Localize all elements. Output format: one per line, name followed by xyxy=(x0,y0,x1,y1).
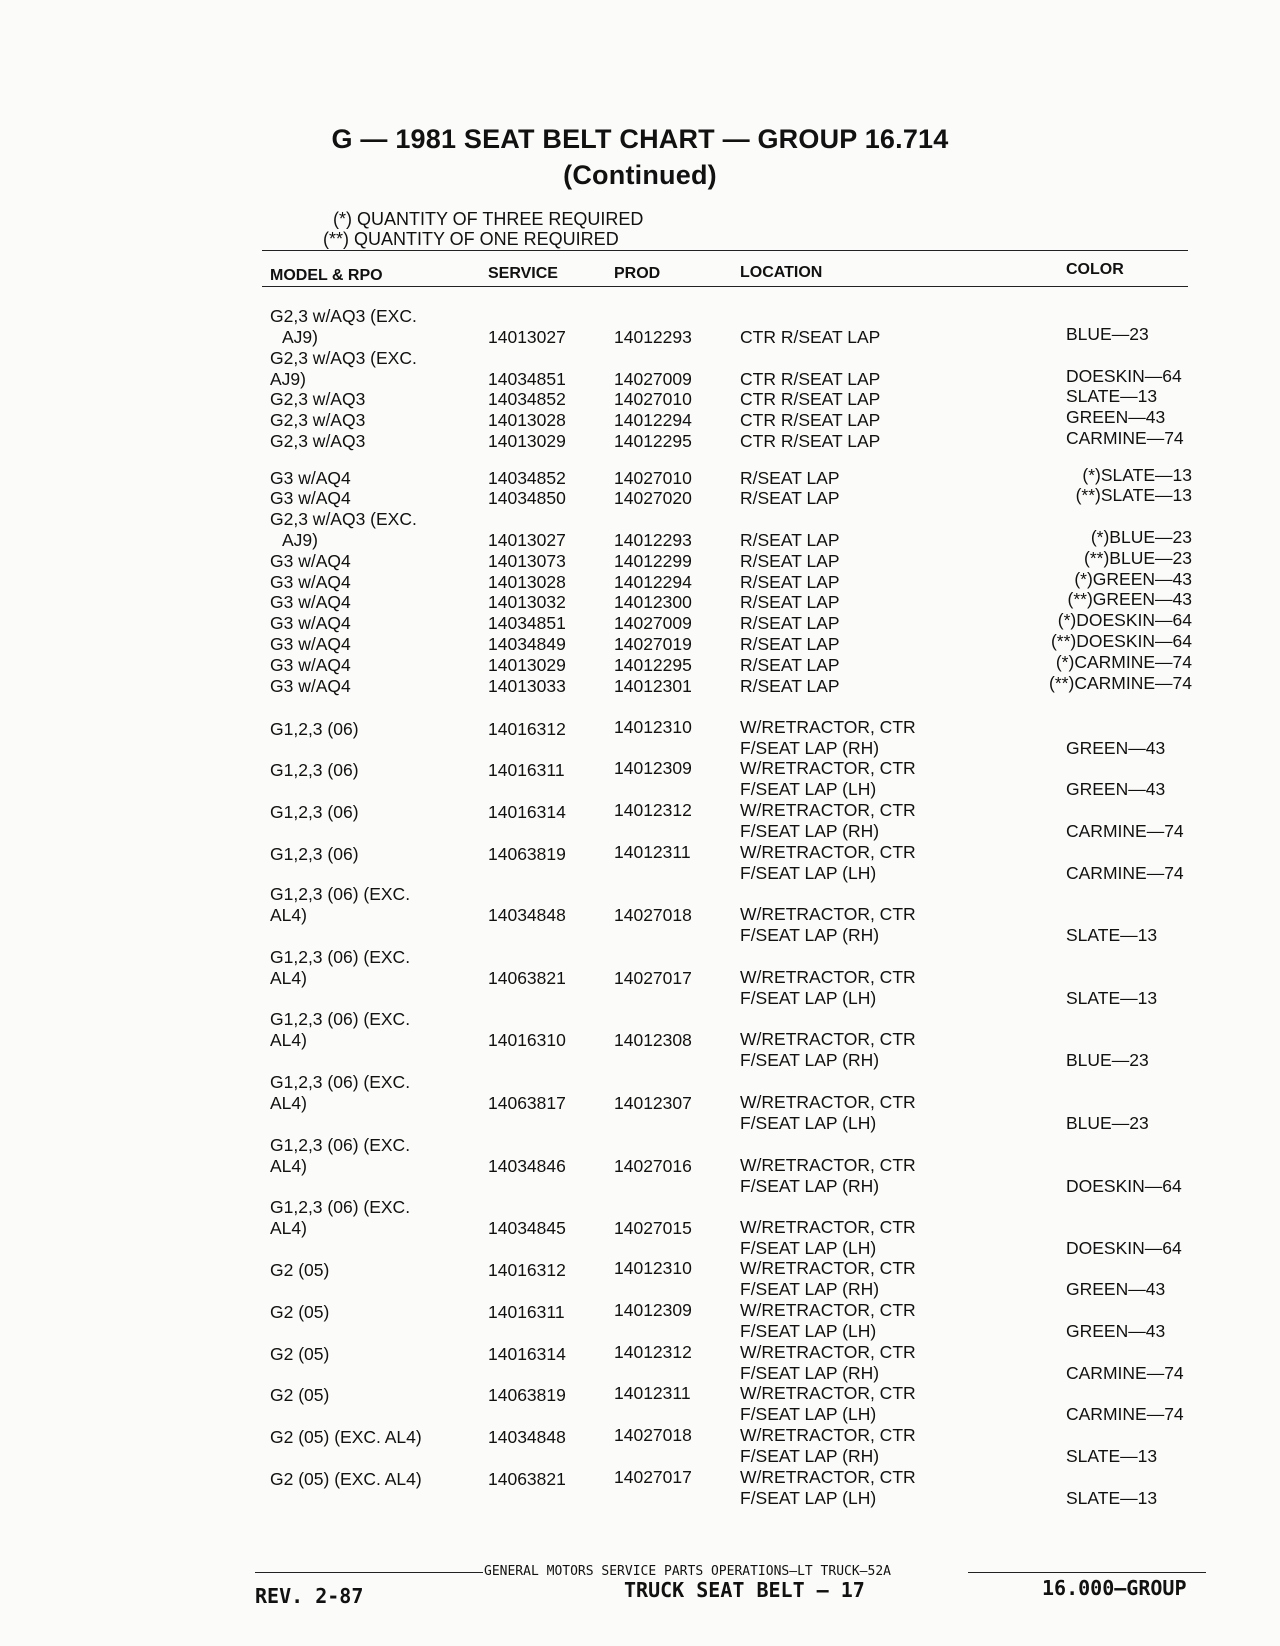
model-rpo-cell: G1,2,3 (06) xyxy=(270,844,359,864)
prod-part-cell: 14012300 xyxy=(614,592,692,612)
footer-group: 16.000—GROUP xyxy=(1042,1576,1187,1600)
service-part-cell: 14034850 xyxy=(488,488,566,508)
color-cell: GREEN—43 xyxy=(1066,738,1166,758)
color-cell: (*)BLUE—23 xyxy=(1090,527,1192,547)
color-cell: (**)CARMINE—74 xyxy=(1049,673,1192,693)
model-rpo-cell: G3 w/AQ4 xyxy=(270,572,351,592)
location-cell: F/SEAT LAP (LH) xyxy=(740,1238,877,1258)
footer-operations: GENERAL MOTORS SERVICE PARTS OPERATIONS—LT TRUCK—52A xyxy=(484,1564,891,1579)
service-part-cell: 14013029 xyxy=(488,655,566,675)
model-rpo-cell: AJ9) xyxy=(282,327,318,347)
model-rpo-cell: AJ9) xyxy=(270,369,306,389)
location-cell: W/RETRACTOR, CTR xyxy=(740,1258,916,1278)
prod-part-cell: 14027018 xyxy=(614,905,692,925)
service-part-cell: 14063817 xyxy=(488,1093,566,1113)
model-rpo-cell: G1,2,3 (06) (EXC. xyxy=(270,884,411,904)
prod-part-cell: 14012308 xyxy=(614,1030,692,1050)
location-cell: F/SEAT LAP (RH) xyxy=(740,821,880,841)
model-rpo-cell: AL4) xyxy=(270,1156,307,1176)
location-cell: CTR R/SEAT LAP xyxy=(740,410,881,430)
service-part-cell: 14013027 xyxy=(488,530,566,550)
location-cell: R/SEAT LAP xyxy=(740,655,840,675)
model-rpo-cell: G1,2,3 (06) xyxy=(270,802,359,822)
service-part-cell: 14016311 xyxy=(488,760,565,780)
location-cell: W/RETRACTOR, CTR xyxy=(740,904,916,924)
color-cell: SLATE—13 xyxy=(1066,1488,1158,1508)
location-cell: W/RETRACTOR, CTR xyxy=(740,800,916,820)
service-part-cell: 14063821 xyxy=(488,968,566,988)
model-rpo-cell: G3 w/AQ4 xyxy=(270,655,351,675)
location-cell: F/SEAT LAP (RH) xyxy=(740,1446,880,1466)
color-cell: CARMINE—74 xyxy=(1066,863,1184,883)
location-cell: F/SEAT LAP (RH) xyxy=(740,738,880,758)
color-cell: SLATE—13 xyxy=(1066,1446,1158,1466)
color-cell: CARMINE—74 xyxy=(1066,1363,1184,1383)
prod-part-cell: 14027010 xyxy=(614,468,692,488)
model-rpo-cell: G2 (05) xyxy=(270,1260,330,1280)
service-part-cell: 14016312 xyxy=(488,719,566,739)
model-rpo-cell: G2,3 w/AQ3 (EXC. xyxy=(270,509,417,529)
color-cell: BLUE—23 xyxy=(1066,1050,1149,1070)
color-cell: GREEN—43 xyxy=(1066,1279,1166,1299)
col-header-model: MODEL & RPO xyxy=(270,267,383,284)
header-rule-bottom xyxy=(262,286,1188,287)
model-rpo-cell: AJ9) xyxy=(282,530,318,550)
prod-part-cell: 14012294 xyxy=(614,410,692,430)
color-cell: SLATE—13 xyxy=(1066,386,1158,406)
color-cell: CARMINE—74 xyxy=(1066,821,1184,841)
service-part-cell: 14034845 xyxy=(488,1218,566,1238)
prod-part-cell: 14027019 xyxy=(614,634,692,654)
prod-part-cell: 14012301 xyxy=(614,676,692,696)
location-cell: F/SEAT LAP (RH) xyxy=(740,1176,880,1196)
color-cell: GREEN—43 xyxy=(1066,1321,1166,1341)
service-part-cell: 14016314 xyxy=(488,1344,566,1364)
prod-part-cell: 14027017 xyxy=(614,968,692,988)
model-rpo-cell: G3 w/AQ4 xyxy=(270,551,351,571)
location-cell: W/RETRACTOR, CTR xyxy=(740,1155,916,1175)
note-one: (**) QUANTITY OF ONE REQUIRED xyxy=(323,229,619,249)
col-header-location: LOCATION xyxy=(740,264,823,281)
prod-part-cell: 14012295 xyxy=(614,431,692,451)
color-cell: DOESKIN—64 xyxy=(1066,366,1182,386)
location-cell: F/SEAT LAP (RH) xyxy=(740,1279,880,1299)
prod-part-cell: 14012293 xyxy=(614,327,692,347)
model-rpo-cell: G3 w/AQ4 xyxy=(270,676,351,696)
color-cell: DOESKIN—64 xyxy=(1066,1238,1182,1258)
col-header-color: COLOR xyxy=(1066,261,1124,278)
footer-section: TRUCK SEAT BELT – 17 xyxy=(624,1578,865,1602)
color-cell: CARMINE—74 xyxy=(1066,428,1184,448)
location-cell: F/SEAT LAP (LH) xyxy=(740,1488,877,1508)
prod-part-cell: 14012310 xyxy=(614,717,692,737)
prod-part-cell: 14012312 xyxy=(614,1342,692,1362)
location-cell: F/SEAT LAP (LH) xyxy=(740,779,877,799)
service-part-cell: 14034851 xyxy=(488,613,566,633)
service-part-cell: 14013028 xyxy=(488,410,566,430)
prod-part-cell: 14012311 xyxy=(614,1383,691,1403)
prod-part-cell: 14027010 xyxy=(614,389,692,409)
prod-part-cell: 14012312 xyxy=(614,800,692,820)
color-cell: GREEN—43 xyxy=(1066,407,1166,427)
location-cell: CTR R/SEAT LAP xyxy=(740,389,881,409)
location-cell: CTR R/SEAT LAP xyxy=(740,431,881,451)
model-rpo-cell: G2 (05) xyxy=(270,1302,330,1322)
location-cell: W/RETRACTOR, CTR xyxy=(740,1342,916,1362)
prod-part-cell: 14027016 xyxy=(614,1156,692,1176)
location-cell: W/RETRACTOR, CTR xyxy=(740,842,916,862)
location-cell: W/RETRACTOR, CTR xyxy=(740,1383,916,1403)
service-part-cell: 14013033 xyxy=(488,676,566,696)
service-part-cell: 14034849 xyxy=(488,634,566,654)
prod-part-cell: 14012309 xyxy=(614,1300,692,1320)
location-cell: R/SEAT LAP xyxy=(740,488,840,508)
model-rpo-cell: G2,3 w/AQ3 xyxy=(270,410,366,430)
service-part-cell: 14034852 xyxy=(488,468,566,488)
color-cell: (*)CARMINE—74 xyxy=(1055,652,1192,672)
location-cell: R/SEAT LAP xyxy=(740,530,840,550)
color-cell: SLATE—13 xyxy=(1066,988,1158,1008)
model-rpo-cell: G2,3 w/AQ3 (EXC. xyxy=(270,348,417,368)
location-cell: W/RETRACTOR, CTR xyxy=(740,1029,916,1049)
location-cell: W/RETRACTOR, CTR xyxy=(740,967,916,987)
model-rpo-cell: G1,2,3 (06) (EXC. xyxy=(270,1197,411,1217)
prod-part-cell: 14027018 xyxy=(614,1425,692,1445)
model-rpo-cell: G1,2,3 (06) xyxy=(270,719,359,739)
prod-part-cell: 14027015 xyxy=(614,1218,692,1238)
service-part-cell: 14016311 xyxy=(488,1302,565,1322)
model-rpo-cell: G3 w/AQ4 xyxy=(270,613,351,633)
model-rpo-cell: AL4) xyxy=(270,1030,307,1050)
color-cell: DOESKIN—64 xyxy=(1066,1176,1182,1196)
color-cell: (*)SLATE—13 xyxy=(1082,465,1192,485)
location-cell: CTR R/SEAT LAP xyxy=(740,369,881,389)
location-cell: F/SEAT LAP (RH) xyxy=(740,925,880,945)
service-part-cell: 14063819 xyxy=(488,844,566,864)
model-rpo-cell: G2,3 w/AQ3 xyxy=(270,389,366,409)
model-rpo-cell: G2,3 w/AQ3 xyxy=(270,431,366,451)
location-cell: F/SEAT LAP (LH) xyxy=(740,863,877,883)
prod-part-cell: 14012311 xyxy=(614,842,691,862)
color-cell: (**)GREEN—43 xyxy=(1067,589,1192,609)
service-part-cell: 14013027 xyxy=(488,327,566,347)
location-cell: R/SEAT LAP xyxy=(740,551,840,571)
color-cell: (*)DOESKIN—64 xyxy=(1057,610,1192,630)
note-three: (*) QUANTITY OF THREE REQUIRED xyxy=(333,209,644,229)
location-cell: W/RETRACTOR, CTR xyxy=(740,1300,916,1320)
model-rpo-cell: G3 w/AQ4 xyxy=(270,488,351,508)
model-rpo-cell: G1,2,3 (06) (EXC. xyxy=(270,1135,411,1155)
service-part-cell: 14013029 xyxy=(488,431,566,451)
model-rpo-cell: G1,2,3 (06) (EXC. xyxy=(270,947,411,967)
location-cell: W/RETRACTOR, CTR xyxy=(740,1467,916,1487)
location-cell: W/RETRACTOR, CTR xyxy=(740,758,916,778)
model-rpo-cell: G2,3 w/AQ3 (EXC. xyxy=(270,306,417,326)
col-header-prod: PROD xyxy=(614,265,661,282)
location-cell: R/SEAT LAP xyxy=(740,572,840,592)
prod-part-cell: 14027009 xyxy=(614,613,692,633)
model-rpo-cell: G3 w/AQ4 xyxy=(270,468,351,488)
prod-part-cell: 14012307 xyxy=(614,1093,692,1113)
location-cell: R/SEAT LAP xyxy=(740,592,840,612)
page-title: G — 1981 SEAT BELT CHART — GROUP 16.714 xyxy=(331,124,949,154)
color-cell: BLUE—23 xyxy=(1066,1113,1149,1133)
service-part-cell: 14016314 xyxy=(488,802,566,822)
model-rpo-cell: G2 (05) (EXC. AL4) xyxy=(270,1427,422,1447)
model-rpo-cell: AL4) xyxy=(270,905,307,925)
model-rpo-cell: G1,2,3 (06) (EXC. xyxy=(270,1072,411,1092)
model-rpo-cell: G2 (05) (EXC. AL4) xyxy=(270,1469,422,1489)
model-rpo-cell: AL4) xyxy=(270,1093,307,1113)
service-part-cell: 14063821 xyxy=(488,1469,566,1489)
prod-part-cell: 14012310 xyxy=(614,1258,692,1278)
color-cell: (**)BLUE—23 xyxy=(1084,548,1192,568)
service-part-cell: 14034848 xyxy=(488,1427,566,1447)
prod-part-cell: 14027017 xyxy=(614,1467,692,1487)
footer-rule-left xyxy=(255,1572,483,1573)
location-cell: F/SEAT LAP (RH) xyxy=(740,1363,880,1383)
location-cell: F/SEAT LAP (RH) xyxy=(740,1050,880,1070)
service-part-cell: 14013028 xyxy=(488,572,566,592)
color-cell: GREEN—43 xyxy=(1066,779,1166,799)
location-cell: W/RETRACTOR, CTR xyxy=(740,1092,916,1112)
service-part-cell: 14063819 xyxy=(488,1385,566,1405)
color-cell: CARMINE—74 xyxy=(1066,1404,1184,1424)
service-part-cell: 14034852 xyxy=(488,389,566,409)
model-rpo-cell: G3 w/AQ4 xyxy=(270,592,351,612)
location-cell: W/RETRACTOR, CTR xyxy=(740,717,916,737)
model-rpo-cell: AL4) xyxy=(270,1218,307,1238)
prod-part-cell: 14012309 xyxy=(614,758,692,778)
footer-revision: REV. 2-87 xyxy=(255,1584,364,1608)
model-rpo-cell: G2 (05) xyxy=(270,1344,330,1364)
model-rpo-cell: G1,2,3 (06) xyxy=(270,760,359,780)
model-rpo-cell: G3 w/AQ4 xyxy=(270,634,351,654)
prod-part-cell: 14012295 xyxy=(614,655,692,675)
prod-part-cell: 14012293 xyxy=(614,530,692,550)
location-cell: W/RETRACTOR, CTR xyxy=(740,1425,916,1445)
col-header-service: SERVICE xyxy=(488,265,558,282)
service-part-cell: 14034848 xyxy=(488,905,566,925)
service-part-cell: 14034846 xyxy=(488,1156,566,1176)
prod-part-cell: 14012299 xyxy=(614,551,692,571)
location-cell: F/SEAT LAP (LH) xyxy=(740,988,877,1008)
service-part-cell: 14013032 xyxy=(488,592,566,612)
location-cell: CTR R/SEAT LAP xyxy=(740,327,881,347)
color-cell: (**)DOESKIN—64 xyxy=(1050,631,1192,651)
page-subtitle: (Continued) xyxy=(563,160,717,190)
location-cell: R/SEAT LAP xyxy=(740,613,840,633)
service-part-cell: 14016312 xyxy=(488,1260,566,1280)
location-cell: R/SEAT LAP xyxy=(740,676,840,696)
service-part-cell: 14034851 xyxy=(488,369,566,389)
model-rpo-cell: AL4) xyxy=(270,968,307,988)
model-rpo-cell: G1,2,3 (06) (EXC. xyxy=(270,1009,411,1029)
prod-part-cell: 14027020 xyxy=(614,488,692,508)
location-cell: R/SEAT LAP xyxy=(740,634,840,654)
location-cell: F/SEAT LAP (LH) xyxy=(740,1321,877,1341)
header-rule-top xyxy=(262,250,1188,251)
location-cell: F/SEAT LAP (LH) xyxy=(740,1113,877,1133)
location-cell: W/RETRACTOR, CTR xyxy=(740,1217,916,1237)
footer-rule-right xyxy=(968,1572,1206,1573)
color-cell: SLATE—13 xyxy=(1066,925,1158,945)
service-part-cell: 14013073 xyxy=(488,551,566,571)
location-cell: F/SEAT LAP (LH) xyxy=(740,1404,877,1424)
color-cell: (**)SLATE—13 xyxy=(1075,485,1192,505)
model-rpo-cell: G2 (05) xyxy=(270,1385,330,1405)
color-cell: BLUE—23 xyxy=(1066,324,1149,344)
prod-part-cell: 14012294 xyxy=(614,572,692,592)
prod-part-cell: 14027009 xyxy=(614,369,692,389)
location-cell: R/SEAT LAP xyxy=(740,468,840,488)
service-part-cell: 14016310 xyxy=(488,1030,566,1050)
color-cell: (*)GREEN—43 xyxy=(1074,569,1192,589)
